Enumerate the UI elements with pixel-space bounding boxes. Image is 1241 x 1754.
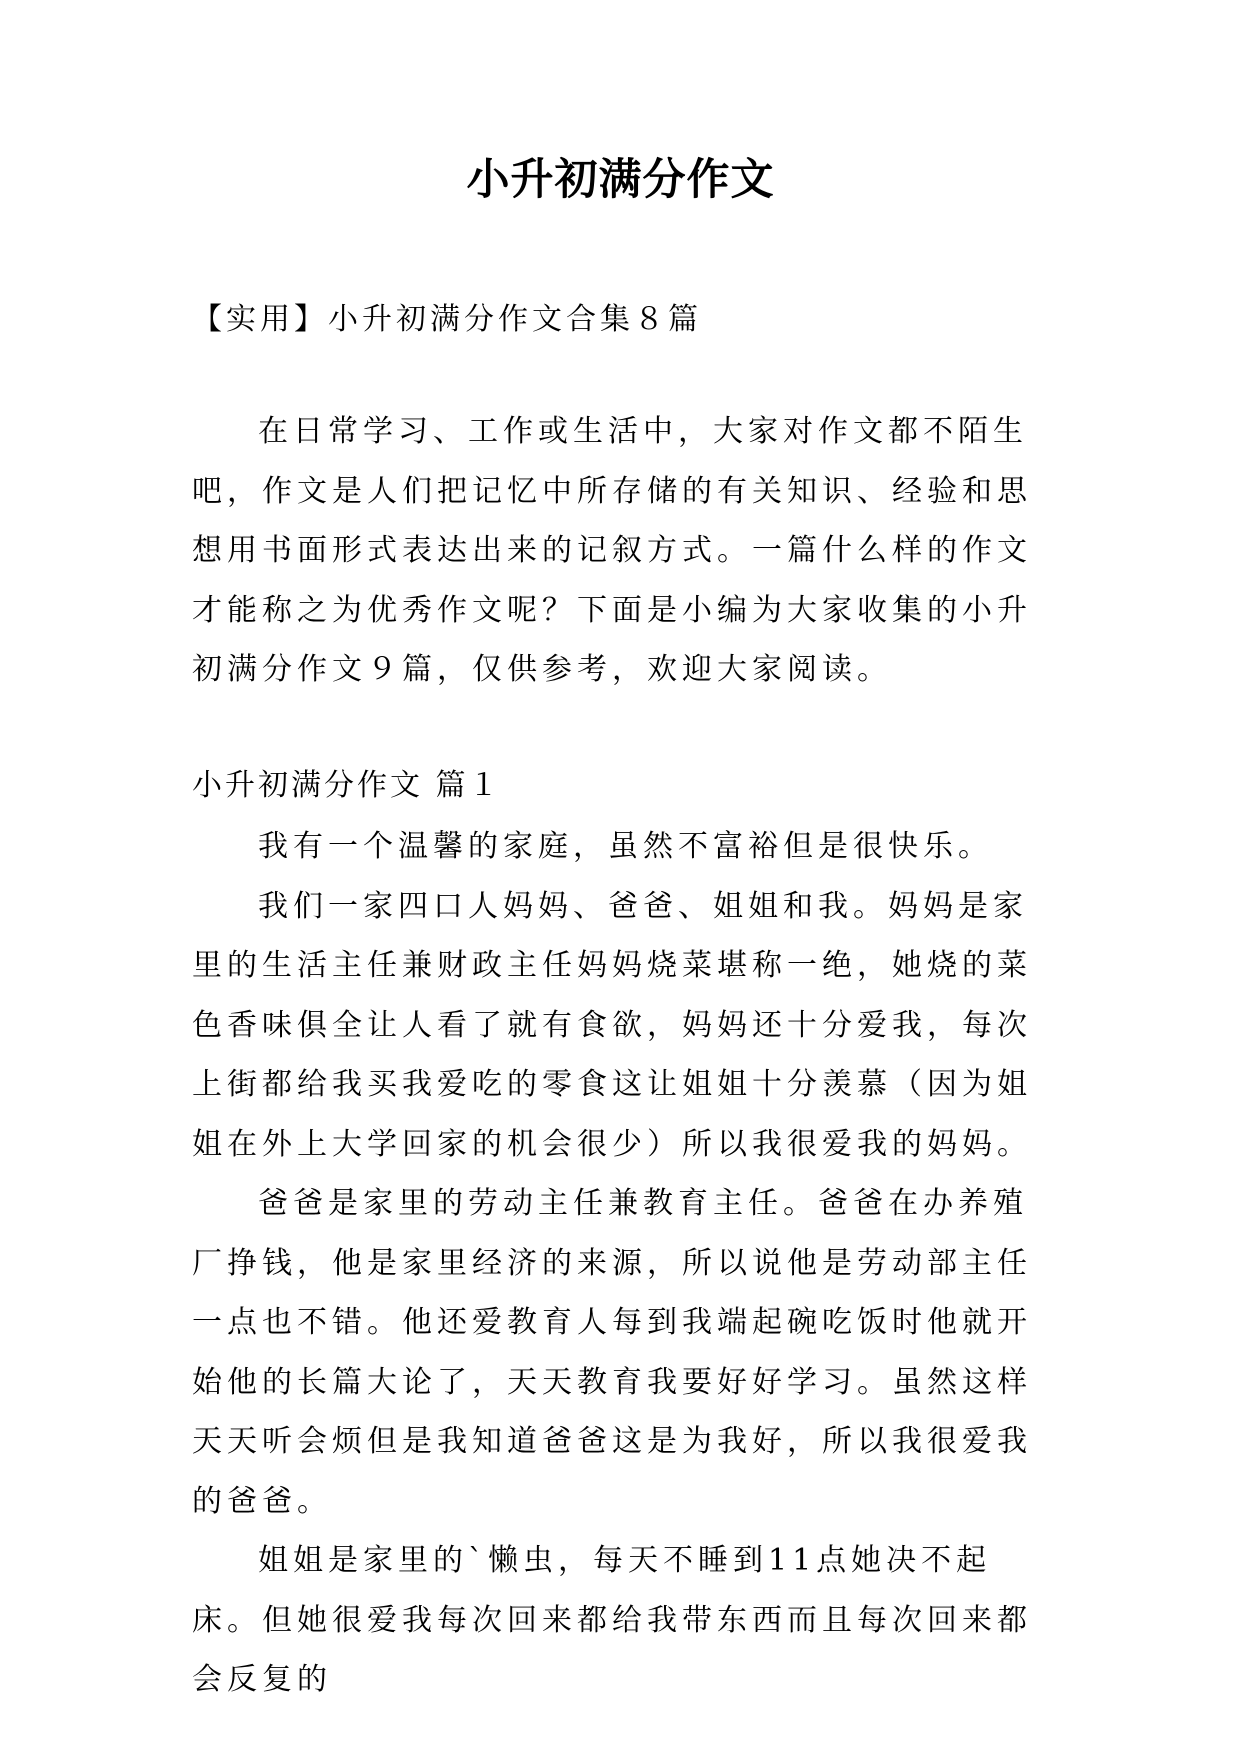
essay-paragraph-3: 爸爸是家里的劳动主任兼教育主任。爸爸在办养殖厂挣钱，他是家里经济的来源，所以说他是劳动部主任一点也不错。他还爱教育人每到我端起碗吃饭时他就开始他的长篇大论了，天天教育我要好好学习。虽然这样天天听会烦但是我知道爸爸这是为我好，所以我很爱我的爸爸。 [192,1186,1032,1519]
essay-body [192,817,1060,1710]
document-title: 小升初满分作文 [466,155,775,205]
essay-paragraph-4: 姐姐是家里的`懒虫，每天不睡到11点她决不起床。但她很爱我每次回来都给我带东西而且每次回来都会反复的 [192,1543,1032,1697]
section-heading: 小升初满分作文 篇１ [192,768,502,803]
essay-paragraph-2: 我们一家四口人妈妈、爸爸、姐姐和我。妈妈是家里的生活主任兼财政主任妈妈烧菜堪称一绝，她烧的菜色香味俱全让人看了就有食欲，妈妈还十分爱我，每次上街都给我买我爱吃的零食这让姐姐十分羡慕（因为姐姐在外上大学回家的机会很少）所以我很爱我的妈妈。 [192,888,1032,1162]
document-subtitle: 【实用】小升初满分作文合集８篇 [192,302,702,337]
intro-paragraph: 在日常学习、工作或生活中，大家对作文都不陌生吧，作文是人们把记忆中所存储的有关知识、经验和思想用书面形式表达出来的记叙方式。一篇什么样的作文才能称之为优秀作文呢？下面是小编为大家收集的小升初满分作文９篇，仅供参考，欢迎大家阅读。 [192,414,1032,687]
essay-paragraph-1: 我有一个温馨的家庭，虽然不富裕但是很快乐。 [258,829,993,864]
